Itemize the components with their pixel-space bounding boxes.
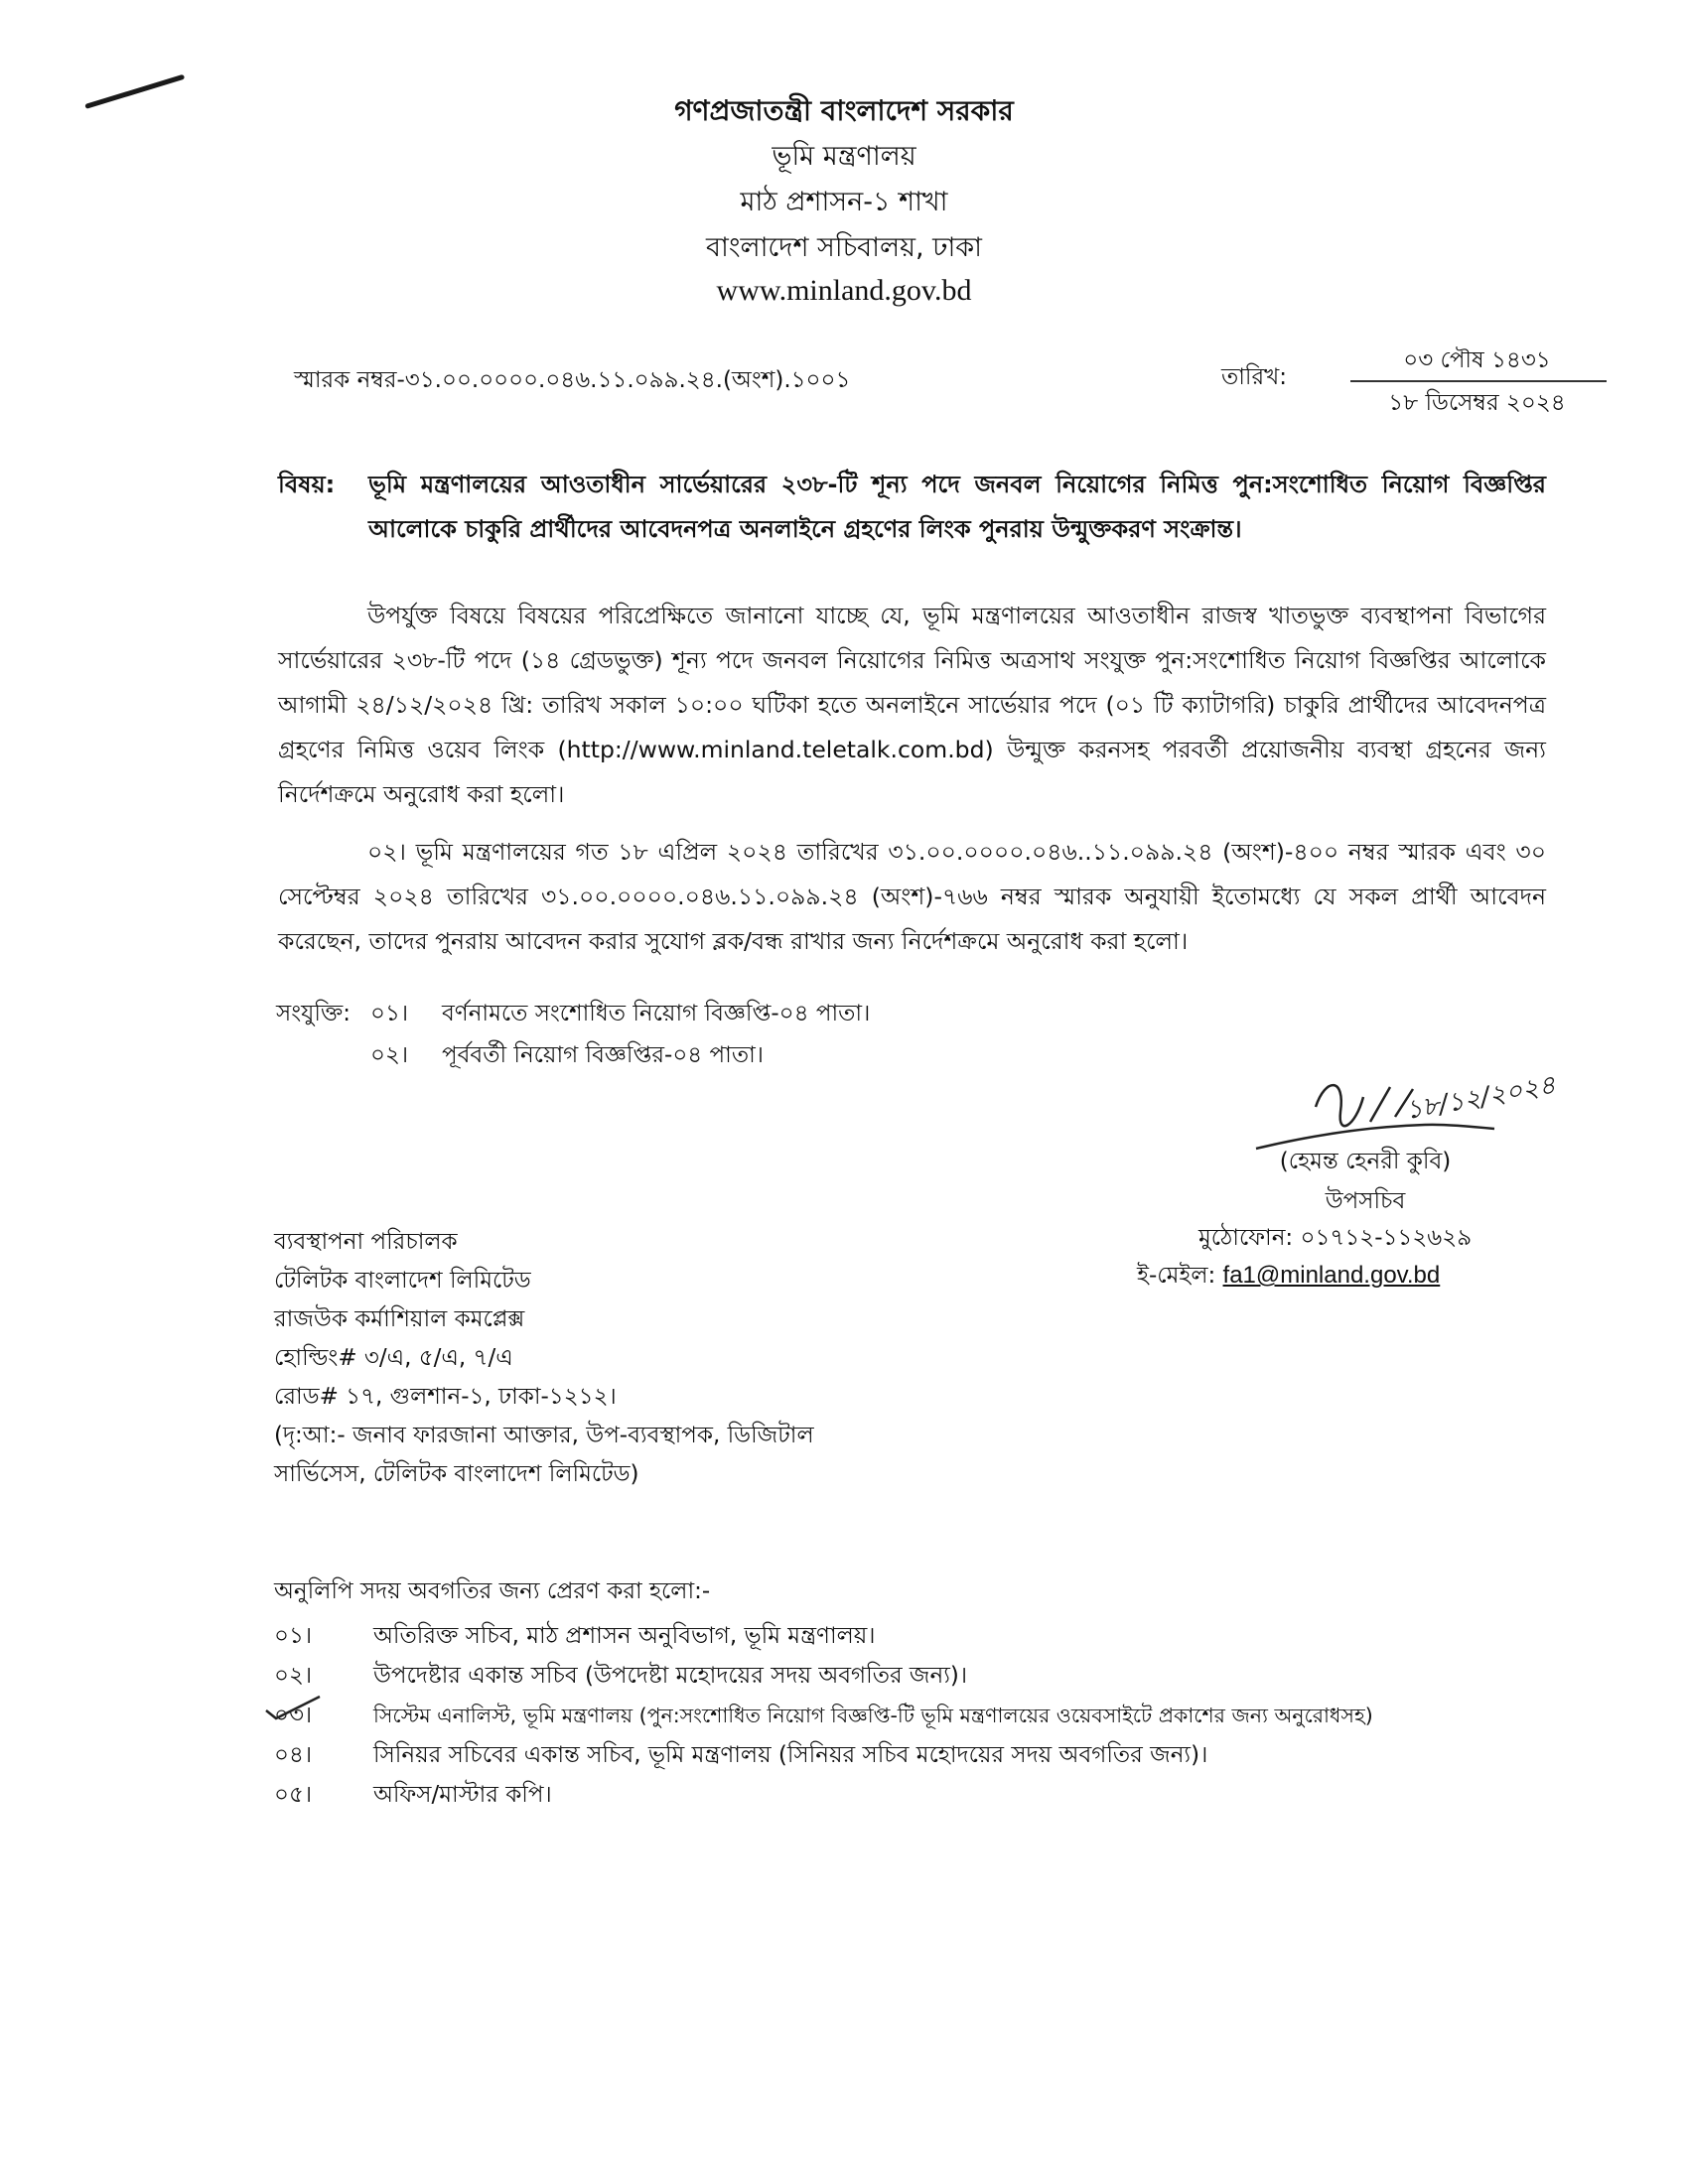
recipient-address [274,1223,814,1494]
body-paragraph-1: উপর্যুক্ত বিষয়ে বিষয়ের পরিপ্রেক্ষিতে জানানো যাচ্ছে যে, ভূমি মন্ত্রণালয়ের আওতাধীন রাজস্ব খাতভুক্ত ব্যবস্থাপনা বিভাগের সার্ভেয়ারের ২৩৮-টি পদে (১৪ গ্রেডভুক্ত) শূন্য পদে জনবল নিয়োগের নিমিত্ত অত্রসাথ সংযুক্ত পুন:সংশোধিত নিয়োগ বিজ্ঞপ্তির আলোকে আগামী ২৪/১২/২০২৪ খ্রি: তারিখ সকাল ১০:০০ ঘটিকা হতে অনলাইনে সার্ভেয়ার পদে (০১ টি ক্যাটাগরি) চাকুরি প্রার্থীদের আবেদনপত্র গ্রহণের নিমিত্ত ওয়েব লিংক (http://www.minland.teletalk.com.bd) উন্মুক্ত করনসহ পরবর্তী প্রয়োজনীয় ব্যবস্থা গ্রহনের জন্য নির্দেশক্রমে অনুরোধ করা হলো। [278,602,1546,808]
list-item [274,1735,1373,1775]
list-item [274,1616,1373,1656]
government-name: গণপ্রজাতন্ত্রী বাংলাদেশ সরকার [674,94,1014,127]
recipient-line: সার্ভিসেস, টেলিটক বাংলাদেশ লিমিটেড) [274,1461,639,1487]
recipient-line: রাজউক কর্মাশিয়াল কমপ্লেক্স [274,1306,525,1332]
copy-recipient: সিস্টেম এনালিস্ট, ভূমি মন্ত্রণালয় (পুন:সংশোধিত নিয়োগ বিজ্ঞপ্তি-টি ভূমি মন্ত্রণালয়ের ওয়েবসাইটে প্রকাশের জন্য অনুরোধসহ) [373,1704,1373,1727]
ministry-name: ভূমি মন্ত্রণালয় [772,141,916,172]
recipient-line: ব্যবস্থাপনা পরিচালক [274,1229,458,1255]
email-link[interactable]: fa1@minland.gov.bd [1222,1262,1441,1289]
signature-date: ১৮/১২/২০২৪ [1403,1069,1558,1127]
attachment-item: বর্ণনামতে সংশোধিত নিয়োগ বিজ্ঞপ্তি-০৪ পাতা। [442,1001,871,1026]
tick-mark [264,1693,324,1726]
date-divider [1350,380,1607,382]
attachment-item: পূর্ববর্তী নিয়োগ বিজ্ঞপ্তির-০৪ পাতা। [442,1042,764,1068]
attachments-section [276,993,870,1076]
copy-number: ০২। [274,1663,313,1689]
attachment-number: ০২। [370,1042,409,1068]
copy-number: ০৩। [274,1703,313,1728]
branch-name: মাঠ প্রশাসন-১ শাখা [740,187,948,217]
copy-recipient: অফিস/মাস্টার কপি। [373,1782,552,1808]
copies-heading: অনুলিপি সদয় অবগতির জন্য প্রেরণ করা হলো:- [274,1578,711,1604]
recipient-line: হোল্ডিং# ৩/এ, ৫/এ, ৭/এ [274,1345,513,1371]
tick-mark-icon [264,1693,324,1722]
copies-list [274,1616,1373,1815]
email-label: ই-মেইল: [1137,1263,1216,1289]
subject-label: বিষয়: [278,471,336,498]
body-paragraph-2: ০২। ভূমি মন্ত্রণালয়ের গত ১৮ এপ্রিল ২০২৪ তারিখের ৩১.০০.০০০০.০৪৬..১১.০৯৯.২৪ (অংশ)-৪০০ নম্বর স্মারক এবং ৩০ সেপ্টেম্বর ২০২৪ তারিখের ৩১.০০.০০০০.০৪৬.১১.০৯৯.২৪ (অংশ)-৭৬৬ নম্বর স্মারক অনুযায়ী ইতোমধ্যে যে সকল প্রার্থী আবেদন করেছেন, তাদের পুনরায় আবেদন করার সুযোগ ব্লক/বন্ধ রাখার জন্য নির্দেশক্রমে অনুরোধ করা হলো। [278,838,1546,955]
memo-number: স্মারক নম্বর-৩১.০০.০০০০.০৪৬.১১.০৯৯.২৪.(অংশ).১০০১ [294,367,851,393]
signatory-email-row [1137,1261,1440,1291]
letterhead [0,93,1688,308]
signatory-name: (হেমন্ত হেনরী কুবি) [1279,1149,1452,1174]
attachment-number: ০১। [370,1001,409,1026]
list-item [274,1696,1373,1735]
ministry-website[interactable]: www.minland.gov.bd [716,274,972,307]
signatory-designation: উপসচিব [1325,1188,1406,1214]
list-item [274,1775,1373,1815]
copy-number: ০১। [274,1623,313,1649]
copy-number: ০৫। [274,1782,313,1808]
recipient-line: টেলিটক বাংলাদেশ লিমিটেড [274,1268,531,1294]
recipient-line: রোড# ১৭, গুলশান-১, ঢাকা-১২১২। [274,1384,617,1410]
copy-recipient: সিনিয়র সচিবের একান্ত সচিব, ভূমি মন্ত্রণালয় (সিনিয়র সচিব মহোদয়ের সদয় অবগতির জন্য)। [373,1742,1208,1768]
date-label: তারিখ: [1221,364,1288,390]
subject-text: ভূমি মন্ত্রণালয়ের আওতাধীন সার্ভেয়ারের ২৩৮-টি শূন্য পদে জনবল নিয়োগের নিমিত্ত পুন:সংশোধিত নিয়োগ বিজ্ঞপ্তির আলোকে চাকুরি প্রার্থীদের আবেদনপত্র অনলাইনে গ্রহণের লিংক পুনরায় উন্মুক্তকরণ সংক্রান্ত। [368,471,1546,543]
office-location: বাংলাদেশ সচিবালয়, ঢাকা [705,232,983,263]
list-item [274,1656,1373,1696]
recipient-line: (দৃ:আ:- জনাব ফারজানা আক্তার, উপ-ব্যবস্থাপক, ডিজিটাল [274,1423,814,1448]
copy-recipient: অতিরিক্ত সচিব, মাঠ প্রশাসন অনুবিভাগ, ভূমি মন্ত্রণালয়। [373,1623,876,1649]
date-bangla: ০৩ পৌষ ১৪৩১ [1403,347,1551,373]
date-english: ১৮ ডিসেম্বর ২০২৪ [1388,390,1566,416]
copy-number: ০৪। [274,1742,313,1768]
signatory-phone: মুঠোফোন: ০১৭১২-১১২৬২৯ [1198,1225,1473,1251]
copy-recipient: উপদেষ্টার একান্ত সচিব (উপদেষ্টা মহোদয়ের সদয় অবগতির জন্য)। [373,1663,968,1689]
attachments-label: সংযুক্তি: [276,1001,352,1026]
